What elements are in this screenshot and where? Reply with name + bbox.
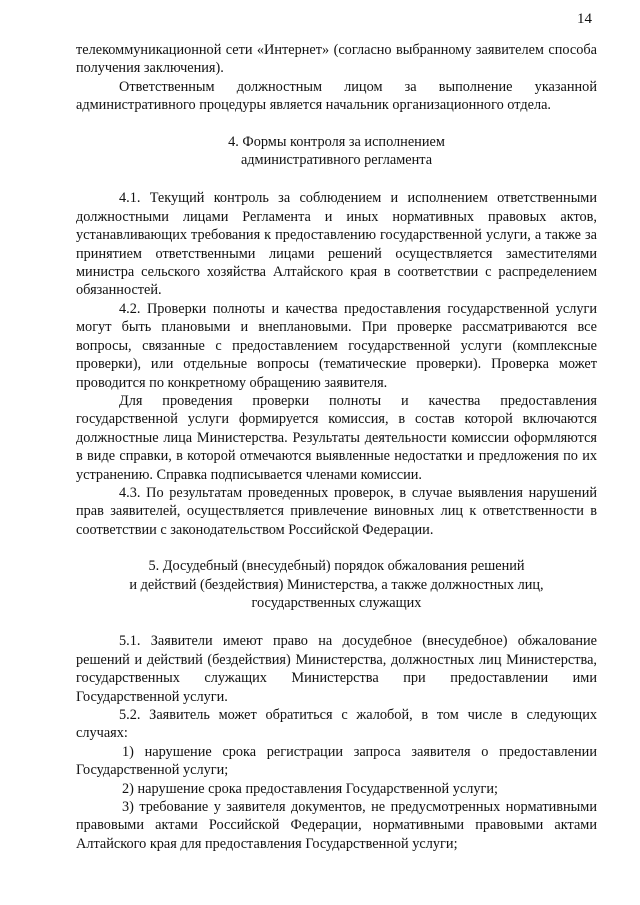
paragraph-4-3: 4.3. По результатам проведенных проверок, в случае выявления нарушений прав заявителей, осуществляется привлечение виновных лиц к ответственности в соответствии с законодательством Российской Федерации.: [76, 484, 597, 538]
paragraph-commission: Для проведения проверки полноты и качества предоставления государственной услуги формируется комиссия, в состав которой включаются должностные лица Министерства. Результаты деятельности комиссии оформляются в виде справки, в которой отмечаются выявленные недостатки и предложения по их устранению. Справка подписывается членами комиссии.: [76, 392, 597, 483]
document-body: [76, 41, 597, 853]
list-item-2: 2) нарушение срока предоставления Государственной услуги;: [122, 780, 499, 797]
paragraph-5-2: 5.2. Заявитель может обратиться с жалобой, в том числе в следующих случаях:: [76, 707, 597, 742]
section-5-heading: [76, 557, 597, 612]
page-number: 14: [577, 11, 592, 27]
paragraph-4-1: 4.1. Текущий контроль за соблюдением и исполнением ответственными должностными лицами Регламента и иных нормативных правовых актов, устанавливающих требования к предоставлению государственной услуги, а также за принятием ответственными лицами решений осуществляется заместителями министра сельского хозяйства Алтайского края в соответствии с распределением обязанностей.: [76, 190, 597, 299]
section-4-heading: [76, 133, 597, 170]
section-5-heading-line-1: 5. Досудебный (внесудебный) порядок обжалования решений: [148, 558, 525, 575]
paragraph-responsible-official: Ответственным должностным лицом за выполнение указанной административного процедуры является начальник организационного отдела.: [76, 78, 597, 114]
paragraph-continuation: телекоммуникационной сети «Интернет» (согласно выбранному заявителем способа получения заключения).: [76, 42, 597, 77]
paragraph-5-1: 5.1. Заявители имеют право на досудебное (внесудебное) обжалование решений и действий (бездействия) Министерства, должностных лиц Министерства, государственных служащих Министерства при предоставлении ими Государственной услуги.: [76, 633, 597, 705]
paragraph-4-2: 4.2. Проверки полноты и качества предоставления государственной услуги могут быть плановыми и внеплановыми. При проверке рассматриваются все вопросы, связанные с предоставлением государственной услуги (комплексные проверки), или отдельные вопросы (тематические проверки). Проверка может проводится по конкретному обращению заявителя.: [76, 300, 597, 391]
list-item-3: 3) требование у заявителя документов, не предусмотренных нормативными правовыми актами Российской Федерации, нормативными правовыми актами Алтайского края для предоставления Государственной услуги;: [76, 799, 597, 852]
section-4-heading-line-2: административного регламента: [240, 152, 433, 169]
section-4-heading-line-1: 4. Формы контроля за исполнением: [228, 133, 445, 150]
section-5-heading-line-3: государственных служащих: [251, 594, 422, 611]
list-item-1: 1) нарушение срока регистрации запроса заявителя о предоставлении Государственной услуги;: [76, 743, 597, 779]
section-5-heading-line-2: и действий (бездействия) Министерства, а также должностных лиц,: [129, 576, 544, 593]
